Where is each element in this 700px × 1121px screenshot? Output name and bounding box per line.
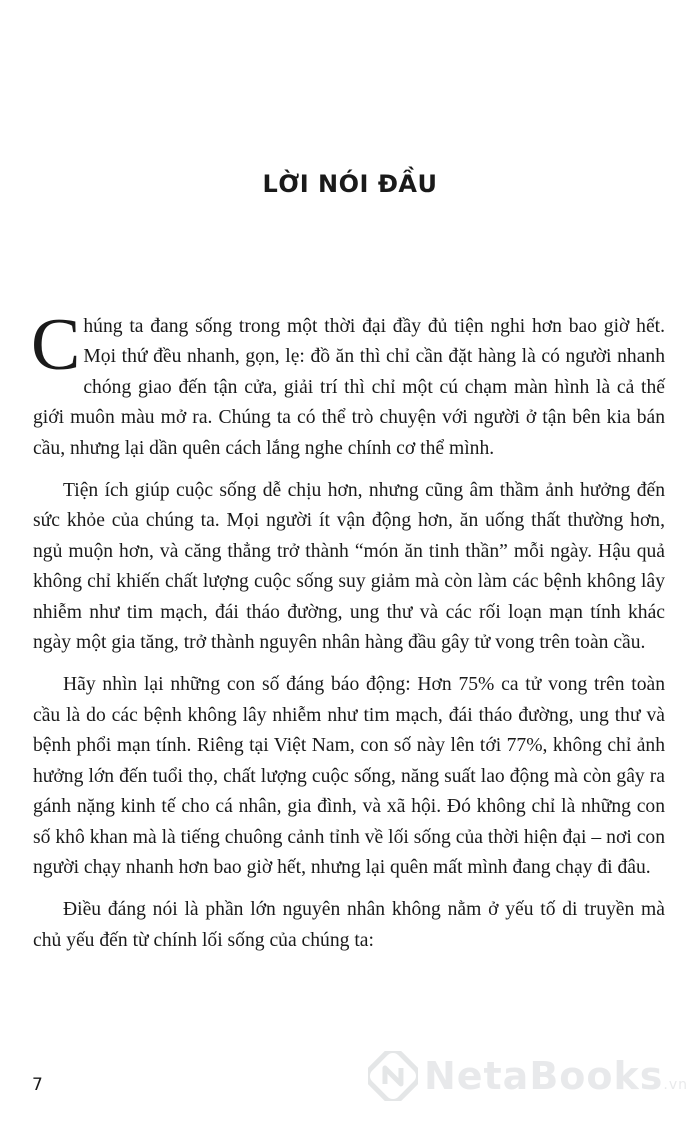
paragraph-1 xyxy=(31,304,665,464)
netabooks-logo-icon xyxy=(368,1051,418,1101)
paragraph-1-text: húng ta đang sống trong một thời đại đầy đủ tiện nghi hơn bao giờ hết. Mọi thứ đều nhanh, gọn, lẹ: đồ ăn thì chỉ cần đặt hàng là có người nhanh chóng giao đến tận cửa, giải trí thì chỉ một cú chạm màn hình là cả thế giới muôn màu mở ra. Chúng ta có thể trò chuyện với người ở tận bên kia bán cầu, nhưng lại dần quên cách lắng nghe chính cơ thể mình. xyxy=(33,316,665,459)
paragraph-2: Tiện ích giúp cuộc sống dễ chịu hơn, nhưng cũng âm thầm ảnh hưởng đến sức khỏe của chúng ta. Mọi người ít vận động hơn, ăn uống thất thường hơn, ngủ muộn hơn, và căng thẳng trở thành “món ăn tinh thần” mỗi ngày. Hậu quả không chỉ khiến chất lượng cuộc sống suy giảm mà còn làm các bệnh không lây nhiễm như tim mạch, đái tháo đường, ung thư và các rối loạn mạn tính khác ngày một gia tăng, trở thành nguyên nhân hàng đầu gây tử vong trên toàn cầu. xyxy=(33,480,665,654)
watermark-text: NetaBooks.vn xyxy=(423,1054,688,1098)
drop-cap: C xyxy=(31,304,81,386)
paragraph-3: Hãy nhìn lại những con số đáng báo động: Hơn 75% ca tử vong trên toàn cầu là do các bệnh không lây nhiễm như tim mạch, đái tháo đường, ung thư và bệnh phổi mạn tính. Riêng tại Việt Nam, con số này lên tới 77%, không chỉ ảnh hưởng lớn đến tuổi thọ, chất lượng cuộc sống, năng suất lao động mà còn gây ra gánh nặng kinh tế cho cá nhân, gia đình, và xã hội. Đó không chỉ là những con số khô khan mà là tiếng chuông cảnh tỉnh về lối sống của thời hiện đại – nơi con người chạy nhanh hơn bao giờ hết, nhưng lại quên mất mình đang chạy đi đâu. xyxy=(33,674,665,878)
page-title: LỜI NÓI ĐẦU xyxy=(262,170,438,198)
page-number: 7 xyxy=(32,1075,43,1095)
paragraph-4: Điều đáng nói là phần lớn nguyên nhân không nằm ở yếu tố di truyền mà chủ yếu đến từ chính lối sống của chúng ta: xyxy=(33,899,665,951)
body-text xyxy=(31,304,665,968)
netabooks-watermark xyxy=(368,1046,688,1106)
